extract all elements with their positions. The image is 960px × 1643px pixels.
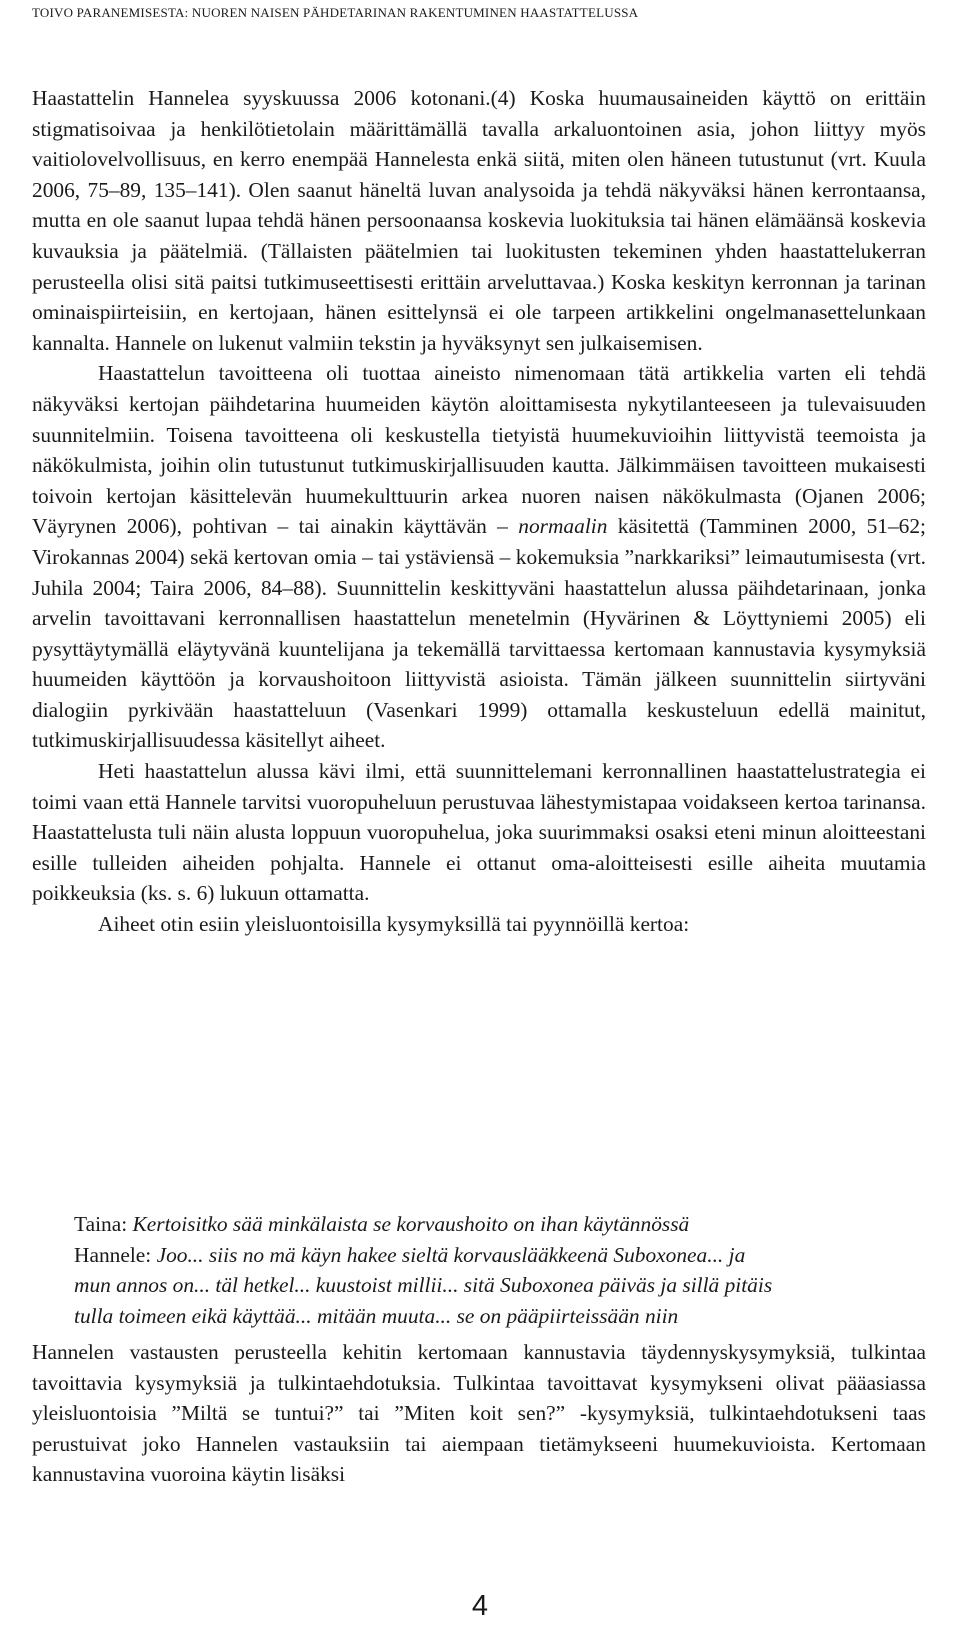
running-title: TOIVO PARANEMISESTA: NUOREN NAISEN PÄHDETARINAN RAKENTUMINEN HAASTATTELUSSA <box>32 5 639 20</box>
excerpt-text-1: Kertoisitko sää minkälaista se korvaushoito on ihan käytännössä <box>132 1212 690 1236</box>
excerpt-line-3: mun annos on... täl hetkel... kuustoist millii... sitä Suboxonea päiväs ja sillä pitäis <box>74 1273 773 1298</box>
page-number: 4 <box>471 1590 489 1622</box>
paragraph-2-part-b: käsitettä (Tamminen 2000, 51–62; Virokannas 2004) sekä kertovan omia – tai ystäviensä – kokemuksia ”narkkariksi” leimautumisesta (vrt. Juhila 2004; Taira 2006, 84–88). Suunnittelin keskittyväni haastattelun alussa päihdetarinaan, jonka arvelin tavoittavani kerronnallisen haastattelun menetelmin (Hyvärinen & Löyttyniemi 2005) eli pysyttäytymällä eläytyvänä kuuntelijana ja tekemällä tarvittaessa kertomaan kannustavia kysymyksiä huumeiden käyttöön ja korvaushoitoon liittyvistä asioista. Tämän jälkeen suunnittelin siirtyväni dialogiin pyrkivään haastatteluun (Vasenkari 1999) ottamalla keskusteluun edellä mainitut, tutkimuskirjallisuudessa käsitellyt aiheet. <box>32 514 926 753</box>
excerpt-line-1 <box>74 1209 894 1240</box>
speaker-taina: Taina: <box>74 1212 128 1236</box>
excerpt-line-2 <box>74 1240 894 1271</box>
paragraph-1: Haastattelin Hannelea syyskuussa 2006 kotonani.(4) Koska huumausaineiden käyttö on erittäin stigmatisoivaa ja henkilötietolain määrittämällä tavalla arkaluontoinen asia, johon liittyy myös vaitiolovelvollisuus, en kerro enempää Hannelesta enkä siitä, miten olen häneen tutustunut (vrt. Kuula 2006, 75–89, 135–141). Olen saanut häneltä luvan analysoida ja tehdä näkyväksi hänen kerrontaansa, mutta en ole saanut lupaa tehdä hänen persoonaansa koskevia luokituksia tai hänen elämäänsä koskevia kuvauksia ja päätelmiä. (Tällaisten päätelmien tai luokitusten tekeminen yhden haastattelukerran perusteella olisi sitä paitsi tutkimuseettisesti erittäin arveluttavaa.) Koska keskityn kerronnan ja tarinan ominaispiirteisiin, en kertojaan, hänen esittelynsä ei ole tarpeen artikkelini ongelmanasettelunkaan kannalta. Hannele on lukenut valmiin tekstin ja hyväksynyt sen julkaisemisen. <box>32 86 926 355</box>
paragraph-2-part-a: Haastattelun tavoitteena oli tuottaa aineisto nimenomaan tätä artikkelia varten eli tehdä näkyväksi kertojan päihdetarina huumeiden käytön aloittamisesta nykytilanteeseen ja tulevaisuuden suunnitelmiin. Toisena tavoitteena oli keskustella tietyistä huumekuvioihin liittyvistä teemoista ja näkökulmista, joihin olin tutustunut tutkimuskirjallisuuden kautta. Jälkimmäisen tavoitteen mukaisesti toivoin kertojan käsittelevän huumekulttuurin arkea nuoren naisen näkökulmasta (Ojanen 2006; Väyrynen 2006), pohtivan – tai ainakin käyttävän – <box>32 361 926 539</box>
paragraph-5: Hannelen vastausten perusteella kehitin kertomaan kannustavia täydennyskysymyksiä, tulkintaa tavoittavia kysymyksiä ja tulkintaehdotuksia. Tulkintaa tavoittavat kysymykseni olivat pääasiassa yleisluontoisia ”Miltä se tuntui?” tai ”Miten koit sen?” -kysymyksiä, tulkintaehdotukseni taas perustuivat joko Hannelen vastauksiin tai aiempaan tietämykseeni huumekuvioista. Kertomaan kannustavina vuoroina käytin lisäksi <box>32 1340 926 1487</box>
paragraph-2-italic-term: normaalin <box>518 514 608 539</box>
speaker-hannele: Hannele: <box>74 1242 152 1267</box>
interview-excerpt <box>74 1209 894 1331</box>
body-text-top <box>32 83 926 940</box>
excerpt-text-2: Joo... siis no mä käyn hakee sieltä korvauslääkkeenä Suboxonea... ja <box>156 1242 746 1267</box>
excerpt-line-4: tulla toimeen eikä käyttää... mitään muuta... se on pääpiirteissään niin <box>74 1303 679 1328</box>
running-header <box>32 4 940 22</box>
paragraph-2 <box>32 358 926 756</box>
body-text-bottom <box>32 1337 926 1490</box>
paragraph-4: Aiheet otin esiin yleisluontoisilla kysymyksillä tai pyynnöillä kertoa: <box>98 912 690 937</box>
paragraph-3: Heti haastattelun alussa kävi ilmi, että suunnittelemani kerronnallinen haastattelustrategia ei toimi vaan että Hannele tarvitsi vuoropuheluun perustuvaa lähestymistapaa voidakseen kertoa tarinansa. Haastattelusta tuli näin alusta loppuun vuoropuhelua, joka suurimmaksi osaksi eteni minun aloitteestani esille tulleiden aiheiden pohjalta. Hannele ei ottanut oma-aloitteisesti esille aiheita muutamia poikkeuksia (ks. s. 6) lukuun ottamatta. <box>32 759 926 906</box>
